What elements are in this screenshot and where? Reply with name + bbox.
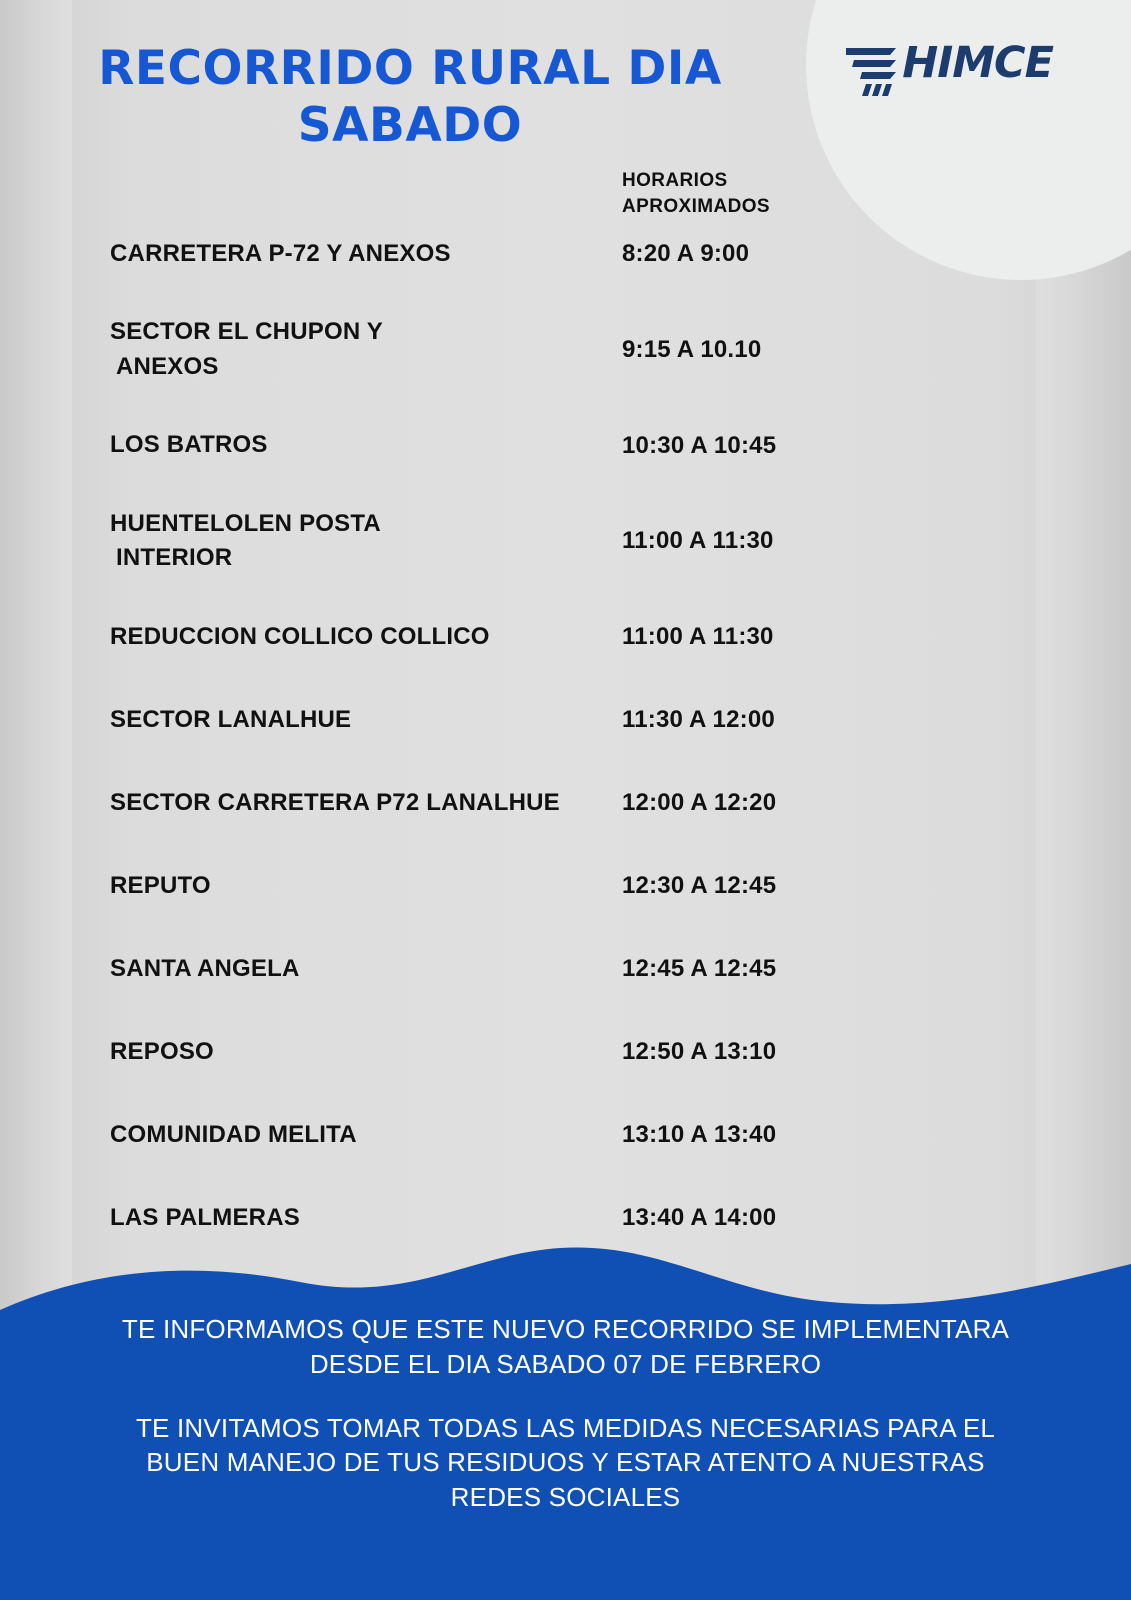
footer-p2-line1: TE INVITAMOS TOMAR TODAS LAS MEDIDAS NECESARIAS PARA EL xyxy=(135,1413,996,1444)
footer-p2-line2: BUEN MANEJO DE TUS RESIDUOS Y ESTAR ATENTO A NUESTRAS xyxy=(146,1447,985,1478)
route-time: 12:00 A 12:20 xyxy=(622,789,777,817)
route-place-line1: SECTOR EL CHUPON Y xyxy=(110,318,383,345)
footer-p1-line1: TE INFORMAMOS QUE ESTE NUEVO RECORRIDO SE IMPLEMENTARA xyxy=(121,1314,1010,1345)
route-place-line2: INTERIOR xyxy=(116,544,233,572)
himce-logo xyxy=(844,40,1053,102)
route-place xyxy=(110,1201,622,1236)
route-time: 11:00 A 11:30 xyxy=(622,623,774,651)
route-place-line1: SECTOR LANALHUE xyxy=(110,705,352,733)
route-place xyxy=(110,237,622,272)
route-time: 13:40 A 14:00 xyxy=(622,1204,777,1232)
route-place xyxy=(110,507,622,577)
table-row xyxy=(110,947,1010,991)
route-place xyxy=(110,1035,622,1070)
route-time: 12:50 A 13:10 xyxy=(622,1038,777,1066)
route-place-line1: COMUNIDAD MELITA xyxy=(110,1120,357,1148)
route-time: 9:15 A 10.10 xyxy=(622,335,762,363)
footer-p2-line3: REDES SOCIALES xyxy=(450,1481,681,1512)
route-time: 13:10 A 13:40 xyxy=(622,1121,777,1149)
route-place xyxy=(110,952,622,987)
route-time: 11:00 A 11:30 xyxy=(622,527,774,555)
route-place-line1: CARRETERA P-72 Y ANEXOS xyxy=(110,239,451,267)
table-row xyxy=(110,424,1010,468)
schedule-header-line1: HORARIOS xyxy=(622,170,728,191)
route-place xyxy=(110,703,622,738)
route-place xyxy=(110,428,622,463)
route-place-line1: LAS PALMERAS xyxy=(110,1203,300,1231)
table-row xyxy=(110,1030,1010,1074)
route-place-line1: REDUCCION COLLICO COLLICO xyxy=(110,622,490,650)
route-place xyxy=(110,315,622,385)
table-row xyxy=(110,615,1010,659)
himce-logo-icon xyxy=(844,40,902,100)
footer-paragraph-2 xyxy=(0,1411,1131,1514)
route-time: 10:30 A 10:45 xyxy=(622,431,777,459)
route-place xyxy=(110,869,622,904)
route-time: 12:30 A 12:45 xyxy=(622,872,777,900)
route-place-line1: LOS BATROS xyxy=(110,431,268,459)
route-place-line1: REPUTO xyxy=(110,871,211,899)
route-time: 11:30 A 12:00 xyxy=(622,706,775,734)
schedule-column-header xyxy=(622,168,862,219)
route-time: 12:45 A 12:45 xyxy=(622,955,777,983)
route-time: 8:20 A 9:00 xyxy=(622,240,750,267)
table-row xyxy=(110,781,1010,825)
route-place-line1: SECTOR CARRETERA P72 LANALHUE xyxy=(110,788,560,816)
table-row xyxy=(110,507,1010,577)
route-place-line1: SANTA ANGELA xyxy=(110,954,300,982)
logo-wordmark: HIMCE xyxy=(902,38,1053,88)
route-place xyxy=(110,786,622,821)
table-row xyxy=(110,1196,1010,1240)
footer-p1-line2: DESDE EL DIA SABADO 07 DE FEBRERO xyxy=(309,1348,822,1379)
route-place-line1: HUENTELOLEN POSTA xyxy=(110,509,381,537)
route-place-line1: REPOSO xyxy=(110,1037,214,1065)
footer-message xyxy=(0,1312,1131,1514)
route-table xyxy=(110,232,1010,1279)
route-place-line2: ANEXOS xyxy=(116,352,219,380)
table-row xyxy=(110,698,1010,742)
table-row xyxy=(110,232,1010,276)
table-row xyxy=(110,1113,1010,1157)
route-place xyxy=(110,1118,622,1153)
table-row xyxy=(110,315,1010,385)
footer-paragraph-1 xyxy=(0,1312,1131,1381)
table-row xyxy=(110,864,1010,908)
schedule-header-line2: APROXIMADOS xyxy=(622,195,770,217)
route-place xyxy=(110,620,622,655)
page-title: RECORRIDO RURAL DIA SABADO xyxy=(98,41,722,154)
